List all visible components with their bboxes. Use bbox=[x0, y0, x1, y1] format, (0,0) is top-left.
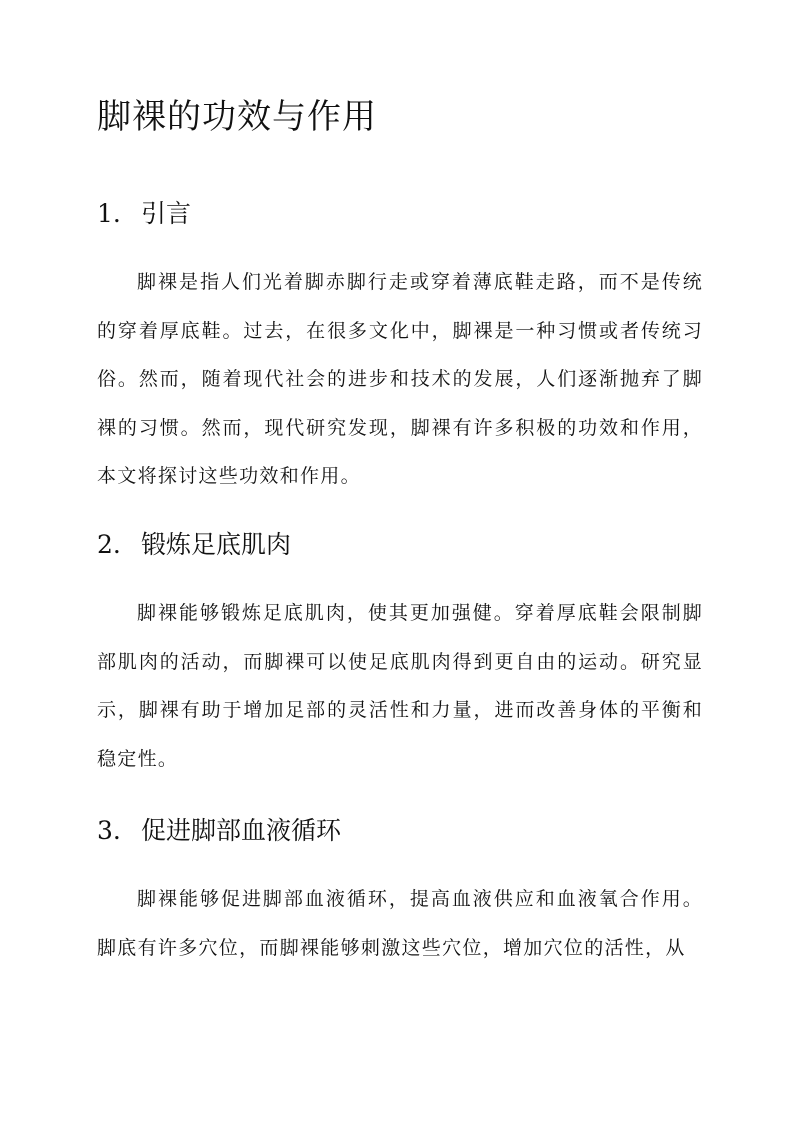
section-number: 3. bbox=[97, 816, 121, 845]
section-number: 2. bbox=[97, 530, 121, 559]
section-heading-introduction bbox=[97, 197, 191, 231]
section-heading-blood-circulation bbox=[97, 814, 341, 848]
section-title: 促进脚部血液循环 bbox=[141, 816, 342, 845]
section-paragraph: 脚裸能够锻炼足底肌肉，使其更加强健。穿着厚底鞋会限制脚部肌肉的活动，而脚裸可以使足底肌肉得到更自由的运动。研究显示，脚裸有助于增加足部的灵活性和力量，进而改善身体的平衡和稳定性。 bbox=[97, 602, 703, 770]
section-paragraph: 脚裸能够促进脚部血液循环，提高血液供应和血液氧合作用。脚底有许多穴位，而脚裸能够刺激这些穴位，增加穴位的活性，从 bbox=[97, 888, 703, 959]
section-number: 1. bbox=[97, 199, 121, 228]
section-heading-foot-muscles bbox=[97, 528, 291, 562]
document-title: 脚裸的功效与作用 bbox=[97, 97, 377, 137]
section-title: 锻炼足底肌肉 bbox=[141, 530, 292, 559]
section-title: 引言 bbox=[141, 199, 192, 228]
section-paragraph: 脚裸是指人们光着脚赤脚行走或穿着薄底鞋走路，而不是传统的穿着厚底鞋。过去，在很多文化中，脚裸是一种习惯或者传统习俗。然而，随着现代社会的进步和技术的发展，人们逐渐抛弃了脚裸的习惯。然而，现代研究发现，脚裸有许多积极的功效和作用，本文将探讨这些功效和作用。 bbox=[97, 271, 703, 488]
